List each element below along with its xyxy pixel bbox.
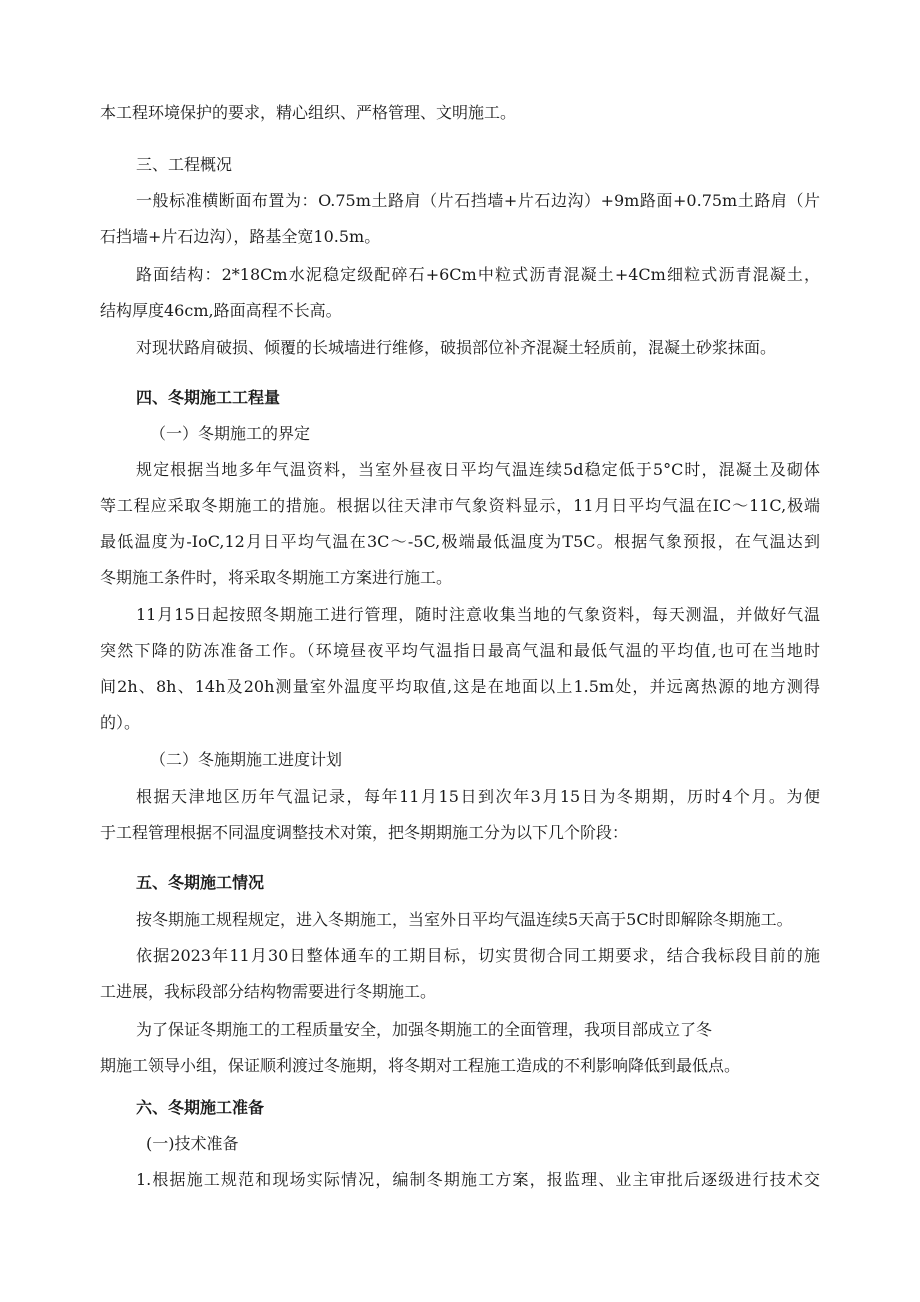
paragraph-line: 根据天津地区历年气温记录，每年11月15日到次年3月15日为冬期期，历时4个月。为便 (136, 787, 820, 806)
section-heading-3: 三、工程概况 (136, 155, 233, 174)
paragraph-line: 等工程应采取冬期施工的措施。根据以往天津市气象资料显示，11月日平均气温在IC～11C,极端 (100, 496, 820, 515)
paragraph-line: 结构厚度46cm,路面高程不长高。 (100, 301, 342, 320)
paragraph-line: 本工程环境保护的要求，精心组织、严格管理、文明施工。 (100, 103, 517, 122)
paragraph-line: 按冬期施工规程规定，进入冬期施工，当室外日平均气温连续5天高于5C时即解除冬期施工。 (136, 910, 793, 929)
paragraph-line: 冬期施工条件时，将采取冬期施工方案进行施工。 (100, 568, 453, 587)
paragraph-line: 石挡墙+片石边沟），路基全宽10.5m。 (100, 227, 381, 246)
paragraph-line: 路面结构：2*18Cm水泥稳定级配碎石+6Cm中粒式沥青混凝土+4Cm细粒式沥青混凝土， (136, 265, 820, 284)
paragraph-line: 间2h、8h、14h及20h测量室外温度平均取值,这是在地面以上1.5m处，并远离热源的地方测得 (100, 677, 820, 696)
paragraph-line: 依据2023年11月30日整体通车的工期目标，切实贯彻合同工期要求，结合我标段目前的施 (136, 946, 820, 965)
paragraph-line: 突然下降的防冻准备工作。（环境昼夜平均气温指日最高气温和最低气温的平均值,也可在当地时 (100, 641, 820, 660)
paragraph-line: 对现状路肩破损、倾覆的长城墙进行维修，破损部位补齐混凝土轻质前，混凝土砂浆抹面。 (136, 338, 777, 357)
paragraph-line: 1.根据施工规范和现场实际情况，编制冬期施工方案，报监理、业主审批后逐级进行技术交 (136, 1170, 820, 1189)
paragraph-line: 于工程管理根据不同温度调整技术对策，把冬期期施工分为以下几个阶段： (100, 823, 629, 842)
paragraph-line: 期施工领导小组，保证顺利渡过冬施期，将冬期对工程施工造成的不利影响降低到最低点。 (100, 1056, 741, 1075)
paragraph-line: 工进展，我标段部分结构物需要进行冬期施工。 (100, 982, 437, 1001)
subsection-heading: （一）冬期施工的界定 (150, 424, 311, 443)
paragraph-line: 一般标准横断面布置为：O.75m土路肩（片石挡墙+片石边沟）+9m路面+0.75m土路肩（片 (136, 191, 820, 210)
paragraph-line: 11月15日起按照冬期施工进行管理，随时注意收集当地的气象资料，每天测温，并做好气温 (136, 605, 820, 624)
subsection-heading: （二）冬施期施工进度计划 (150, 750, 343, 769)
paragraph-line: 为了保证冬期施工的工程质量安全，加强冬期施工的全面管理，我项目部成立了冬 (136, 1020, 713, 1039)
section-heading-6: 六、冬期施工准备 (136, 1098, 265, 1117)
paragraph-line: 最低温度为-IoC,12月日平均气温在3C～-5C,极端最低温度为T5C。根据气象预报，在气温达到 (100, 532, 820, 551)
subsection-heading: (一)技术准备 (146, 1134, 239, 1153)
paragraph-line: 的）。 (100, 713, 141, 732)
section-heading-5: 五、冬期施工情况 (136, 873, 265, 892)
section-heading-4: 四、冬期施工工程量 (136, 388, 281, 407)
paragraph-line: 规定根据当地多年气温资料，当室外昼夜日平均气温连续5d稳定低于5°C时，混凝土及砌体 (136, 460, 820, 479)
